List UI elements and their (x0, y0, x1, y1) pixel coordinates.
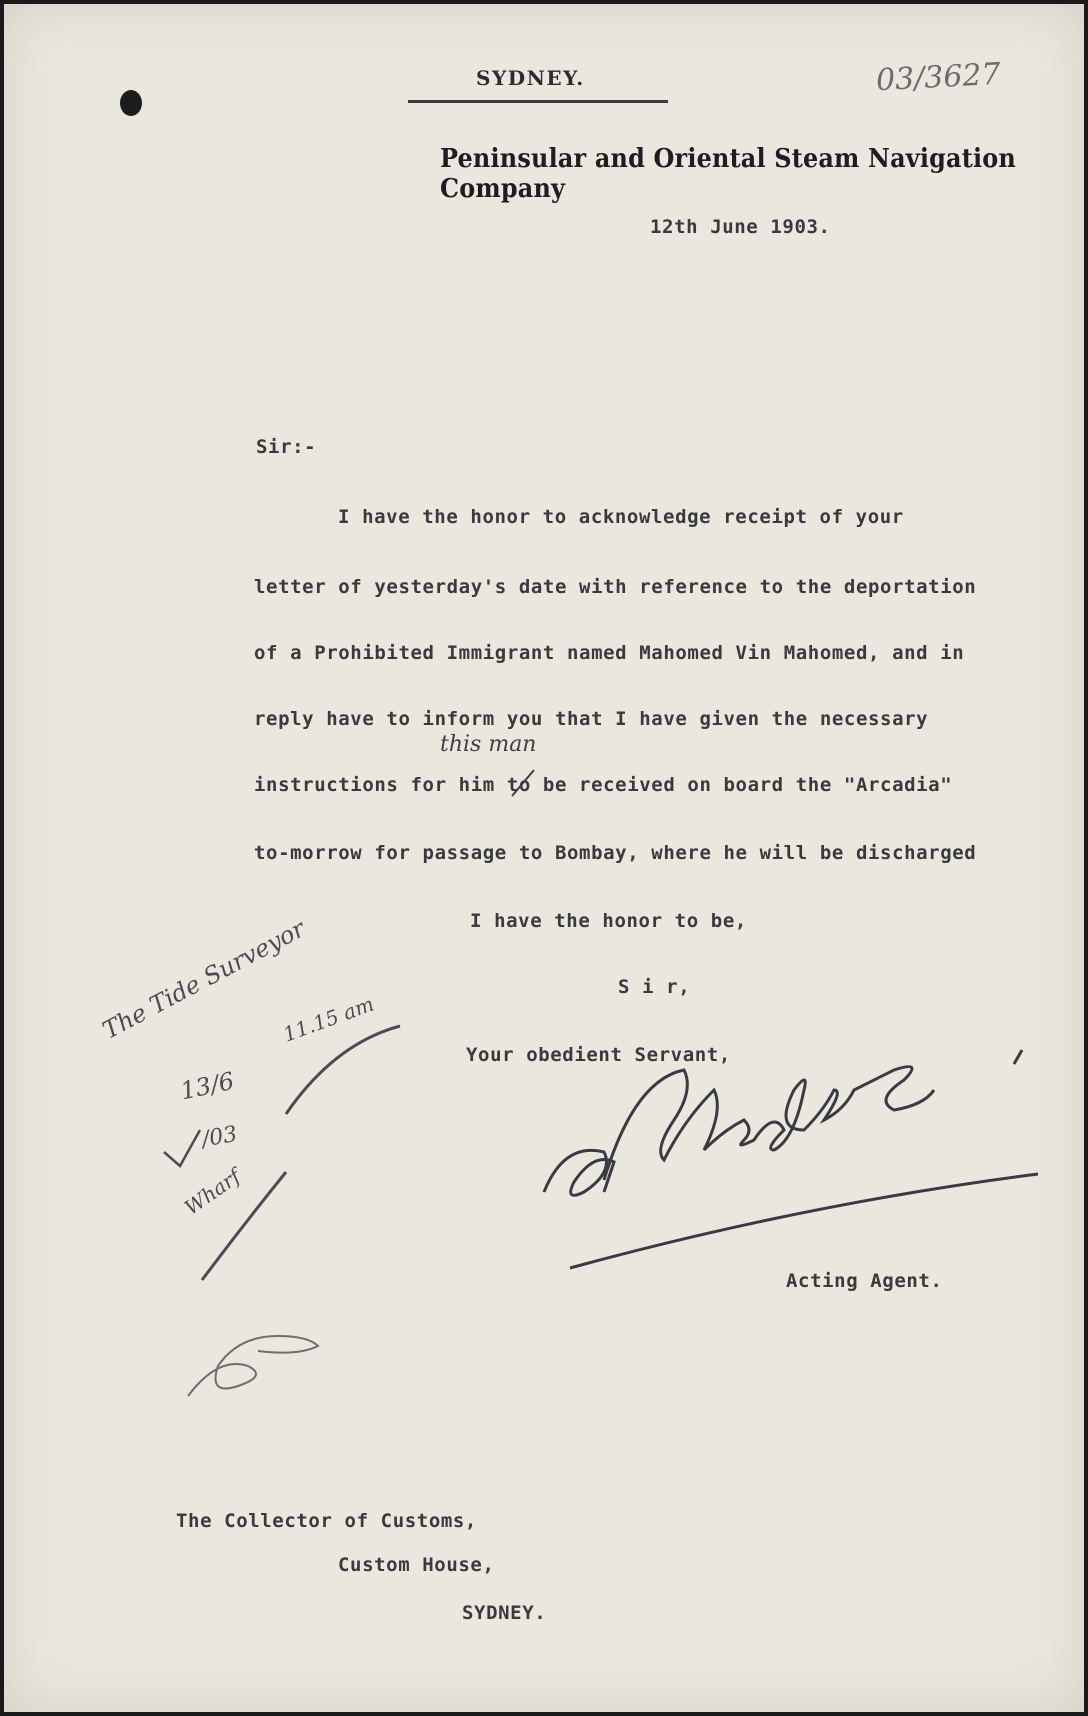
addressee-line-1: The Collector of Customs, (176, 1510, 477, 1532)
closing-line-3: Your obedient Servant, (466, 1044, 731, 1066)
margin-note-5: Wharf (180, 1164, 245, 1220)
margin-note-3: 13/6 (178, 1066, 237, 1106)
closing-line-2: S i r, (618, 976, 691, 998)
body-line-2: letter of yesterday's date with reference to the deportation (254, 576, 977, 598)
margin-note-4: /03 (200, 1121, 240, 1153)
salutation: Sir:- (256, 436, 317, 458)
handwriting-overlay (4, 4, 1084, 1712)
body-line-5: instructions for him to be received on board the "Arcadia" (254, 774, 953, 796)
margin-note-1: The Tide Surveyor (98, 914, 310, 1045)
margin-note-2: 11.15 am (280, 991, 378, 1047)
body-line-1: I have the honor to acknowledge receipt of your (338, 506, 904, 528)
company-name: Peninsular and Oriental Steam Navigation Company (440, 144, 1016, 204)
body-line-4: reply have to inform you that I have given the necessary (254, 708, 929, 730)
signature (544, 1050, 1038, 1268)
signatory-title: Acting Agent. (786, 1270, 943, 1292)
addressee-line-3: SYDNEY. (462, 1602, 547, 1624)
body-line-3: of a Prohibited Immigrant named Mahomed Vin Mahomed, and in (254, 642, 965, 664)
addressee-line-2: Custom House, (338, 1554, 495, 1576)
closing-line-1: I have the honor to be, (470, 910, 747, 932)
letter-date: 12th June 1903. (650, 216, 831, 238)
letter-page (4, 4, 1084, 1712)
reference-number: 03/3627 (875, 56, 1002, 99)
interlinear-correction: this man (440, 732, 537, 757)
letterhead-city: SYDNEY. (476, 66, 585, 90)
body-line-6: to-morrow for passage to Bombay, where he will be discharged (254, 842, 977, 864)
